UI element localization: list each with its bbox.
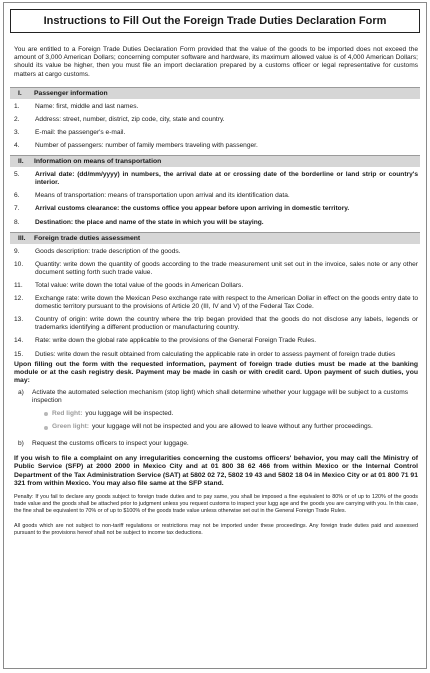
section-title: Passenger information — [34, 89, 108, 97]
red-light-text: you luggage will be inspected. — [85, 410, 174, 418]
list-item — [14, 295, 418, 311]
item-text: Rate: write down the global rate applicable to the provisions of the General Foreign Trade Rules. — [35, 337, 317, 345]
option-text: Request the customs officers to inspect your luggage. — [32, 439, 189, 447]
item-number: 15. — [14, 350, 24, 358]
section-header-transportation — [10, 155, 420, 167]
passenger-list — [4, 99, 426, 150]
section-number: I. — [18, 89, 22, 97]
list-item — [14, 351, 418, 359]
item-number: 12. — [14, 295, 24, 303]
section-number: III. — [18, 234, 26, 242]
list-item — [14, 171, 418, 187]
payment-paragraph: Upon filling out the form with the requested information, payment of foreign trade duties must be made at the banking module or at the cash registry desk. Payment may be made in cash or with credit card. Upon payment of such duties, you may: — [14, 360, 418, 385]
assessment-list — [4, 244, 426, 359]
list-item — [14, 116, 418, 124]
item-number: 7. — [14, 205, 20, 213]
item-number: 3. — [14, 129, 20, 136]
transportation-list — [4, 167, 426, 226]
section-header-assessment — [10, 232, 420, 244]
green-light-text: your luggage will not be inspected and you are allowed to leave without any further proceedings. — [92, 423, 373, 431]
list-item — [14, 337, 418, 345]
item-text: Total value: write down the total value of the goods in American Dollars. — [35, 281, 244, 289]
item-number: 8. — [14, 218, 20, 226]
item-number: 4. — [14, 142, 20, 150]
item-text: Country of origin: write down the country where the trip began provided that the goods do not disclose any labels, legends or trademarks identifying a different production or manufacturing country. — [35, 316, 418, 332]
red-light-icon — [44, 412, 48, 416]
item-number: 6. — [14, 192, 20, 200]
item-text: Means of transportation: means of transportation upon arrival and its identification data. — [35, 192, 290, 200]
item-number: 5. — [14, 171, 20, 179]
list-item — [14, 282, 418, 290]
document-title: Instructions to Fill Out the Foreign Trade Duties Declaration Form — [10, 9, 420, 33]
red-light-row — [4, 405, 426, 418]
list-item — [14, 142, 418, 150]
item-text: E-mail: the passenger's e-mail. — [35, 129, 126, 136]
item-text: Arrival customs clearance: the customs office you appear before upon arriving in domestic territory. — [35, 205, 350, 213]
option-letter: b) — [18, 439, 24, 447]
item-number: 2. — [14, 115, 20, 123]
item-text: Destination: the place and name of the state in which you will be staying. — [35, 218, 264, 226]
penalty-paragraph: Penalty: If you fail to declare any goods subject to foreign trade duties and to pay same, you shall be imposed a fine equivalent to 80% or of up to 120% of the goods trade value and the goods shall be attached prior to judgment unless you request customs to inspect your lugg age and the goods you are carrying with you. In this case, the fine shall be equivalent to 70% or of up to $100% of the goods trade value unless otherwise set out in the General Foreign Trade Rules. — [14, 494, 418, 515]
item-text: Name: first, middle and last names. — [35, 102, 139, 110]
item-number: 11. — [14, 281, 23, 289]
option-a — [4, 386, 426, 405]
item-number: 9. — [14, 247, 20, 255]
item-text: Duties: write down the result obtained from calculating the applicable rate in order to assess payment of foreign trade duties — [35, 350, 396, 358]
list-item — [14, 219, 418, 227]
item-text: Arrival date: (dd/mm/yyyy) in numbers, the arrival date at or crossing date of the borderline or land strip or country's interior. — [35, 171, 418, 187]
green-light-row — [4, 418, 426, 431]
list-item — [14, 261, 418, 277]
red-light-label: Red light: — [52, 410, 83, 418]
option-letter: a) — [18, 388, 24, 396]
item-number: 10. — [14, 260, 24, 268]
list-item — [14, 192, 418, 200]
list-item — [14, 205, 418, 213]
section-header-passenger — [10, 87, 420, 99]
section-title: Foreign trade duties assessment — [34, 234, 141, 242]
list-item — [14, 103, 418, 111]
complaint-paragraph: If you wish to file a complaint on any irregularities concerning the customs officers' behavior, you may call the Ministry of Public Service (SFP) at 2000 2000 in Mexico City and at 01 800 38 62 466 from within Mexico or the Internal Control Department of the Tax Administration Service (SAT) at 5802 02 72, 5802 19 43 and 5802 18 04 in Mexico City or at 01 800 71 91 321 from within Mexico. You may also file same at the SFP stand. — [14, 454, 418, 488]
footer-note: All goods which are not subject to non-tariff regulations or restrictions may not be imported under these proceedings. Any foreign trade duties paid and assessed pursuant to the provisions hereof shall not be subject to income tax deductions. — [14, 523, 418, 537]
item-number: 13. — [14, 316, 24, 324]
item-text: Number of passengers: number of family members traveling with passenger. — [35, 142, 258, 150]
document-page — [3, 2, 427, 669]
item-number: 14. — [14, 337, 24, 345]
option-text: Activate the automated selection mechanism (stop light) which shall determine whether your luggage will be subject to a customs inspection — [32, 388, 409, 405]
list-item — [14, 248, 418, 256]
option-b — [4, 432, 426, 448]
section-number: II. — [18, 158, 24, 166]
item-number: 1. — [14, 102, 20, 110]
list-item — [14, 316, 418, 332]
item-text: Address: street, number, district, zip code, city, state and country. — [35, 115, 225, 123]
item-text: Goods description: trade description of the goods. — [35, 247, 181, 255]
list-item — [14, 129, 418, 137]
item-text: Quantity: write down the quantity of goods according to the trade measurement unit set out in the invoice, sales note or any other document setting forth such trade value. — [35, 260, 418, 276]
intro-paragraph: You are entitled to a Foreign Trade Duties Declaration Form provided that the value of the goods to be imported does not exceed the amount of 3,000 American Dollars; concerning computer software and hardware, its maximum allowed value is of 4,000 American Dollars; should its value be higher, then you must file an import declaration prepared by a customs officer or legal representative for customs matters at cargo customs. — [14, 46, 418, 78]
green-light-label: Green light: — [52, 423, 89, 431]
section-title: Information on means of transportation — [34, 158, 162, 166]
green-light-icon — [44, 426, 48, 430]
item-text: Exchange rate: write down the Mexican Peso exchange rate with respect to the American Dollar in effect on the goods entry date to domestic territory pursuant to the provisions of Article 20 (III, IV and V) of the Federal Tax Code. — [35, 295, 418, 311]
